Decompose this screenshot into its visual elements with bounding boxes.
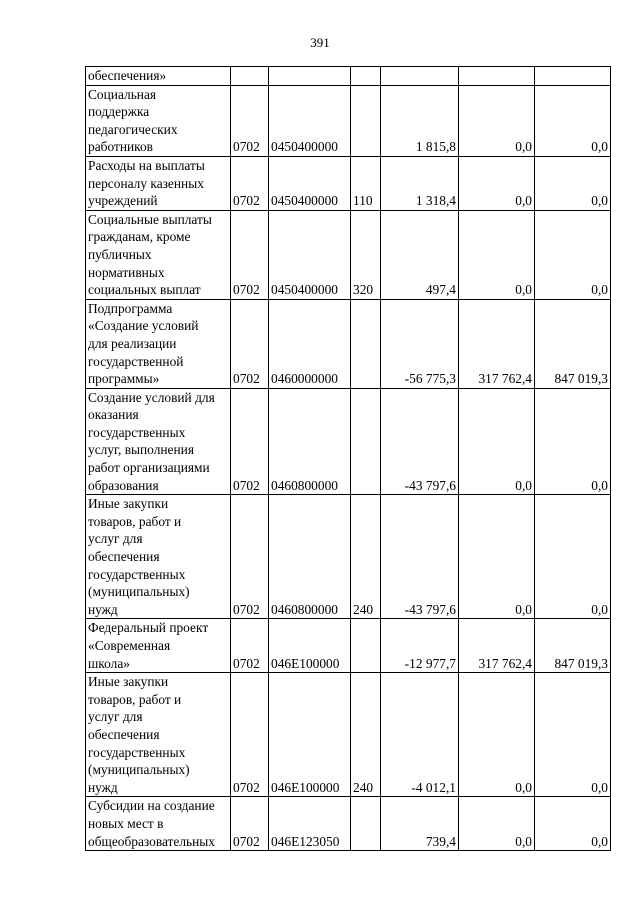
expense-type-cell [351, 85, 381, 156]
table-row [86, 210, 611, 299]
expense-type-cell: 320 [351, 210, 381, 299]
row-name-cell [86, 210, 231, 299]
row-name-line: Федеральный проект [88, 620, 209, 636]
expense-type-cell [351, 797, 381, 851]
row-name-line: работ организациями [88, 460, 210, 476]
amount-year3-cell: 847 019,3 [535, 299, 611, 388]
row-name-line: для реализации [88, 335, 177, 351]
section-code-cell: 0702 [231, 673, 269, 797]
table-row [86, 67, 611, 86]
row-name-line: услуг для [88, 531, 143, 547]
amount-year2-cell: 317 762,4 [459, 299, 535, 388]
row-name-line: гражданам, кроме [88, 229, 191, 245]
row-name-line: государственных [88, 744, 186, 760]
table-body [86, 67, 611, 851]
amount-year3-cell: 0,0 [535, 210, 611, 299]
table-row [86, 85, 611, 156]
row-name-cell [86, 156, 231, 210]
row-name-line: Социальная [88, 86, 157, 102]
table-row [86, 619, 611, 673]
expense-type-cell: 240 [351, 673, 381, 797]
row-name-cell [86, 388, 231, 495]
row-name-line: работников [88, 139, 153, 155]
section-code-cell: 0702 [231, 495, 269, 619]
amount-year1-cell: 739,4 [381, 797, 459, 851]
row-name-cell [86, 299, 231, 388]
amount-year1-cell: -56 775,3 [381, 299, 459, 388]
row-name-line: «Современная [88, 638, 171, 653]
amount-year3-cell: 0,0 [535, 673, 611, 797]
target-article-cell: 046E123050 [269, 797, 351, 851]
expense-type-cell: 240 [351, 495, 381, 619]
target-article-cell: 0450400000 [269, 156, 351, 210]
row-name-line: новых мест в [88, 815, 164, 831]
row-name-line: программы» [88, 371, 160, 387]
expense-type-cell [351, 388, 381, 495]
row-name-line: услуг для [88, 709, 143, 725]
amount-year2-cell: 0,0 [459, 495, 535, 619]
amount-year1-cell: 1 318,4 [381, 156, 459, 210]
row-name-line: товаров, работ и [88, 513, 182, 529]
row-name-cell [86, 797, 231, 851]
row-name-line: Подпрограмма [88, 300, 173, 316]
page-number: 391 [310, 35, 330, 50]
row-name-line: социальных выплат [88, 282, 201, 298]
table-row [86, 495, 611, 619]
amount-year3-cell: 0,0 [535, 797, 611, 851]
amount-year2-cell [459, 67, 535, 86]
amount-year2-cell: 0,0 [459, 673, 535, 797]
section-code-cell: 0702 [231, 299, 269, 388]
row-name-line: общеобразовательных [88, 833, 216, 849]
amount-year3-cell: 0,0 [535, 85, 611, 156]
row-name-line: нужд [88, 779, 118, 795]
target-article-cell: 0450400000 [269, 85, 351, 156]
amount-year1-cell: 1 815,8 [381, 85, 459, 156]
row-name-cell [86, 67, 231, 86]
amount-year2-cell: 0,0 [459, 388, 535, 495]
row-name-line: «Создание условий [88, 318, 199, 334]
section-code-cell: 0702 [231, 797, 269, 851]
amount-year1-cell: -12 977,7 [381, 619, 459, 673]
target-article-cell: 046E100000 [269, 673, 351, 797]
table-row [86, 388, 611, 495]
row-name-line: поддержка [88, 104, 150, 120]
row-name-line: публичных [88, 246, 152, 262]
row-name-line: Иные закупки [88, 496, 169, 512]
row-name-line: оказания [88, 407, 139, 423]
amount-year2-cell: 0,0 [459, 797, 535, 851]
amount-year1-cell: -4 012,1 [381, 673, 459, 797]
row-name-line: государственных [88, 424, 186, 440]
row-name-line: обеспечения» [88, 68, 167, 83]
amount-year3-cell: 0,0 [535, 156, 611, 210]
table-row [86, 673, 611, 797]
row-name-cell [86, 495, 231, 619]
amount-year3-cell: 0,0 [535, 388, 611, 495]
expense-type-cell [351, 299, 381, 388]
amount-year2-cell: 0,0 [459, 85, 535, 156]
row-name-line: обеспечения [88, 549, 160, 565]
amount-year3-cell [535, 67, 611, 86]
table-row [86, 156, 611, 210]
target-article-cell: 0460800000 [269, 388, 351, 495]
row-name-line: Социальные выплаты [88, 211, 212, 227]
amount-year1-cell: 497,4 [381, 210, 459, 299]
row-name-line: школа» [88, 655, 130, 671]
amount-year1-cell: -43 797,6 [381, 495, 459, 619]
row-name-line: Субсидии на создание [88, 798, 215, 814]
section-code-cell: 0702 [231, 210, 269, 299]
amount-year3-cell: 0,0 [535, 495, 611, 619]
target-article-cell: 0460000000 [269, 299, 351, 388]
section-code-cell: 0702 [231, 619, 269, 673]
row-name-line: услуг, выполнения [88, 442, 194, 458]
row-name-cell [86, 619, 231, 673]
row-name-line: педагогических [88, 121, 178, 137]
amount-year1-cell: -43 797,6 [381, 388, 459, 495]
target-article-cell: 0450400000 [269, 210, 351, 299]
row-name-line: государственных [88, 566, 186, 582]
row-name-line: (муниципальных) [88, 762, 190, 778]
section-code-cell: 0702 [231, 388, 269, 495]
row-name-line: Создание условий для [88, 389, 215, 405]
amount-year3-cell: 847 019,3 [535, 619, 611, 673]
target-article-cell [269, 67, 351, 86]
row-name-line: государственной [88, 353, 184, 369]
amount-year2-cell: 0,0 [459, 210, 535, 299]
row-name-line: Иные закупки [88, 674, 169, 690]
row-name-line: персоналу казенных [88, 175, 204, 191]
row-name-line: нужд [88, 601, 118, 617]
row-name-line: Расходы на выплаты [88, 157, 205, 173]
target-article-cell: 046E100000 [269, 619, 351, 673]
section-code-cell: 0702 [231, 85, 269, 156]
section-code-cell [231, 67, 269, 86]
amount-year2-cell: 0,0 [459, 156, 535, 210]
amount-year2-cell: 317 762,4 [459, 619, 535, 673]
section-code-cell: 0702 [231, 156, 269, 210]
row-name-line: нормативных [88, 264, 165, 280]
row-name-line: образования [88, 477, 159, 493]
expense-type-cell [351, 67, 381, 86]
row-name-line: товаров, работ и [88, 691, 182, 707]
table-row [86, 797, 611, 851]
table-row [86, 299, 611, 388]
row-name-line: обеспечения [88, 726, 160, 742]
expense-type-cell [351, 619, 381, 673]
expense-type-cell: 110 [351, 156, 381, 210]
row-name-cell [86, 85, 231, 156]
row-name-cell [86, 673, 231, 797]
target-article-cell: 0460800000 [269, 495, 351, 619]
row-name-line: (муниципальных) [88, 584, 190, 600]
amount-year1-cell [381, 67, 459, 86]
budget-table [85, 66, 611, 851]
row-name-line: учреждений [88, 193, 158, 209]
